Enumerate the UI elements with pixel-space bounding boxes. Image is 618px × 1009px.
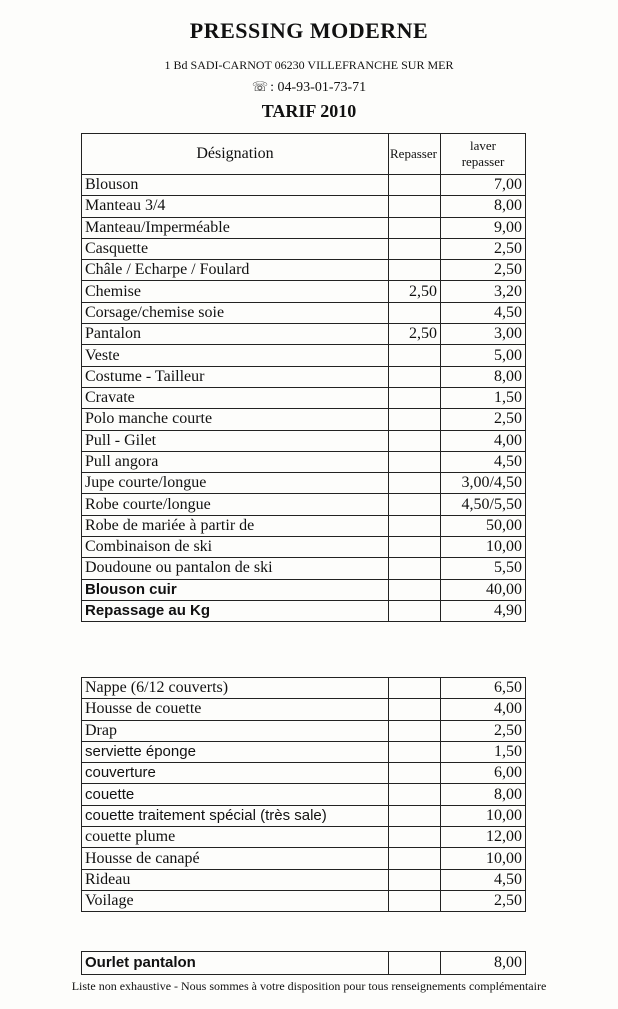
item-name-cell: Blouson — [82, 175, 389, 196]
table-row — [82, 699, 526, 720]
item-laver-price-cell: 1,50 — [441, 741, 526, 762]
item-laver-price-cell: 40,00 — [441, 579, 526, 600]
item-laver-price-cell: 2,50 — [441, 890, 526, 911]
table-row — [82, 238, 526, 259]
table-row — [82, 345, 526, 366]
item-laver-price-cell: 3,20 — [441, 281, 526, 302]
item-laver-price-cell: 2,50 — [441, 238, 526, 259]
table-row — [82, 451, 526, 472]
item-laver-price-cell: 8,00 — [441, 952, 526, 975]
table-row — [82, 848, 526, 869]
item-laver-price-cell: 4,00 — [441, 699, 526, 720]
item-repasser-price-cell — [389, 720, 441, 741]
item-name-cell: Corsage/chemise soie — [82, 302, 389, 323]
item-name-cell: Pull - Gilet — [82, 430, 389, 451]
item-repasser-price-cell: 2,50 — [389, 281, 441, 302]
item-name-cell: Robe de mariée à partir de — [82, 515, 389, 536]
item-name-cell: Drap — [82, 720, 389, 741]
table-row — [82, 324, 526, 345]
item-repasser-price-cell — [389, 537, 441, 558]
table-row — [82, 430, 526, 451]
item-repasser-price-cell — [389, 494, 441, 515]
item-laver-price-cell: 6,00 — [441, 763, 526, 784]
item-name-cell: couette plume — [82, 827, 389, 848]
item-repasser-price-cell — [389, 366, 441, 387]
price-table-alterations — [81, 951, 526, 975]
table-row — [82, 952, 526, 975]
item-name-cell: Châle / Echarpe / Foulard — [82, 260, 389, 281]
item-name-cell: Housse de canapé — [82, 848, 389, 869]
item-laver-price-cell: 12,00 — [441, 827, 526, 848]
phone-icon: ☏ — [251, 79, 269, 94]
item-laver-price-cell: 2,50 — [441, 260, 526, 281]
item-laver-price-cell: 4,50 — [441, 869, 526, 890]
table-row — [82, 600, 526, 621]
item-name-cell: couverture — [82, 763, 389, 784]
item-name-cell: couette — [82, 784, 389, 805]
item-laver-price-cell: 4,90 — [441, 600, 526, 621]
item-name-cell: Casquette — [82, 238, 389, 259]
item-name-cell: Repassage au Kg — [82, 600, 389, 621]
shop-phone — [0, 79, 618, 96]
item-name-cell: Robe courte/longue — [82, 494, 389, 515]
table-row — [82, 537, 526, 558]
column-header-laver-repasser — [441, 134, 526, 175]
item-name-cell: Polo manche courte — [82, 409, 389, 430]
item-name-cell: Cravate — [82, 387, 389, 408]
item-repasser-price-cell — [389, 409, 441, 430]
item-laver-price-cell: 4,50 — [441, 451, 526, 472]
item-laver-price-cell: 7,00 — [441, 175, 526, 196]
item-laver-price-cell: 4,50 — [441, 302, 526, 323]
table-row — [82, 720, 526, 741]
table-row — [82, 473, 526, 494]
item-laver-price-cell: 3,00/4,50 — [441, 473, 526, 494]
table-row — [82, 805, 526, 826]
table-row — [82, 784, 526, 805]
table-row — [82, 890, 526, 911]
item-laver-price-cell: 5,00 — [441, 345, 526, 366]
item-repasser-price-cell — [389, 848, 441, 869]
item-name-cell: Voilage — [82, 890, 389, 911]
table-row — [82, 387, 526, 408]
item-name-cell: Manteau/Imperméable — [82, 217, 389, 238]
item-repasser-price-cell — [389, 890, 441, 911]
item-laver-price-cell: 2,50 — [441, 409, 526, 430]
table-row — [82, 763, 526, 784]
item-name-cell: couette traitement spécial (très sale) — [82, 805, 389, 826]
item-laver-price-cell: 4,00 — [441, 430, 526, 451]
item-name-cell: Combinaison de ski — [82, 537, 389, 558]
item-repasser-price-cell — [389, 805, 441, 826]
item-repasser-price-cell — [389, 387, 441, 408]
item-repasser-price-cell — [389, 515, 441, 536]
item-name-cell: Rideau — [82, 869, 389, 890]
table-row — [82, 579, 526, 600]
item-laver-price-cell: 8,00 — [441, 196, 526, 217]
footer-note: Liste non exhaustive - Nous sommes à votre disposition pour tous renseignements complémentaire — [71, 979, 547, 993]
item-repasser-price-cell — [389, 763, 441, 784]
table-row — [82, 869, 526, 890]
shop-address: 1 Bd SADI-CARNOT 06230 VILLEFRANCHE SUR MER — [164, 58, 454, 72]
column-header-laver-line1: laver — [470, 138, 496, 153]
item-repasser-price-cell — [389, 345, 441, 366]
item-laver-price-cell: 8,00 — [441, 784, 526, 805]
item-repasser-price-cell — [389, 600, 441, 621]
item-name-cell: Nappe (6/12 couverts) — [82, 678, 389, 699]
item-repasser-price-cell — [389, 217, 441, 238]
item-name-cell: Housse de couette — [82, 699, 389, 720]
table-row — [82, 827, 526, 848]
item-name-cell: Pull angora — [82, 451, 389, 472]
column-header-designation: Désignation — [82, 134, 389, 175]
item-repasser-price-cell — [389, 678, 441, 699]
table-row — [82, 302, 526, 323]
item-name-cell: Costume - Tailleur — [82, 366, 389, 387]
item-name-cell: Veste — [82, 345, 389, 366]
table-row — [82, 217, 526, 238]
item-repasser-price-cell — [389, 473, 441, 494]
item-laver-price-cell: 10,00 — [441, 537, 526, 558]
table-row — [82, 281, 526, 302]
item-repasser-price-cell — [389, 741, 441, 762]
item-repasser-price-cell: 2,50 — [389, 324, 441, 345]
table-row — [82, 678, 526, 699]
item-laver-price-cell: 10,00 — [441, 848, 526, 869]
item-name-cell: Manteau 3/4 — [82, 196, 389, 217]
item-laver-price-cell: 10,00 — [441, 805, 526, 826]
item-repasser-price-cell — [389, 175, 441, 196]
item-repasser-price-cell — [389, 579, 441, 600]
item-repasser-price-cell — [389, 196, 441, 217]
table-row — [82, 741, 526, 762]
item-name-cell: Chemise — [82, 281, 389, 302]
item-repasser-price-cell — [389, 558, 441, 579]
item-laver-price-cell: 9,00 — [441, 217, 526, 238]
item-name-cell: Blouson cuir — [82, 579, 389, 600]
tarif-heading: TARIF 2010 — [261, 101, 357, 121]
table-row — [82, 196, 526, 217]
table-row — [82, 409, 526, 430]
item-laver-price-cell: 5,50 — [441, 558, 526, 579]
item-repasser-price-cell — [389, 451, 441, 472]
item-laver-price-cell: 50,00 — [441, 515, 526, 536]
item-laver-price-cell: 3,00 — [441, 324, 526, 345]
item-repasser-price-cell — [389, 784, 441, 805]
item-laver-price-cell: 2,50 — [441, 720, 526, 741]
item-repasser-price-cell — [389, 869, 441, 890]
item-repasser-price-cell — [389, 430, 441, 451]
table-row — [82, 558, 526, 579]
item-laver-price-cell: 8,00 — [441, 366, 526, 387]
table-row — [82, 175, 526, 196]
phone-number: : 04-93-01-73-71 — [270, 80, 367, 95]
table-row — [82, 515, 526, 536]
item-repasser-price-cell — [389, 260, 441, 281]
item-laver-price-cell: 6,50 — [441, 678, 526, 699]
item-repasser-price-cell — [389, 699, 441, 720]
shop-title: PRESSING MODERNE — [189, 18, 429, 43]
table-row — [82, 260, 526, 281]
item-laver-price-cell: 1,50 — [441, 387, 526, 408]
table-row — [82, 366, 526, 387]
item-name-cell: Ourlet pantalon — [82, 952, 389, 975]
item-name-cell: Doudoune ou pantalon de ski — [82, 558, 389, 579]
table-row — [82, 494, 526, 515]
item-repasser-price-cell — [389, 827, 441, 848]
item-repasser-price-cell — [389, 302, 441, 323]
item-laver-price-cell: 4,50/5,50 — [441, 494, 526, 515]
price-table-household — [81, 677, 526, 912]
column-header-laver-line2: repasser — [461, 154, 505, 169]
item-repasser-price-cell — [389, 952, 441, 975]
column-header-repasser: Repasser — [389, 134, 441, 175]
item-name-cell: Pantalon — [82, 324, 389, 345]
item-name-cell: serviette éponge — [82, 741, 389, 762]
price-table-clothing — [81, 133, 526, 622]
item-name-cell: Jupe courte/longue — [82, 473, 389, 494]
item-repasser-price-cell — [389, 238, 441, 259]
